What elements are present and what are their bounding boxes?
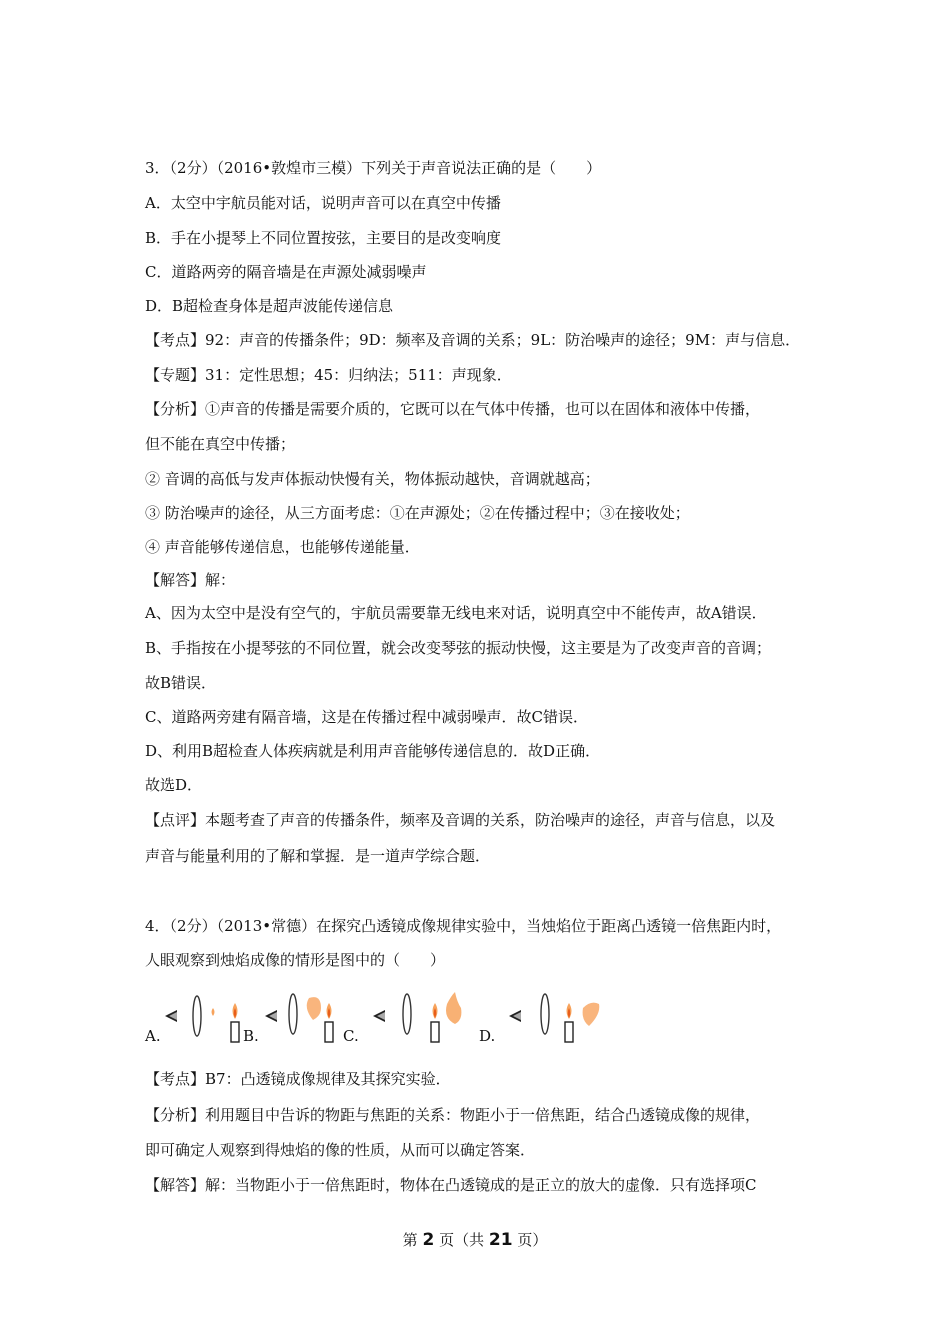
option-d-letter: D.: [479, 1027, 496, 1045]
image-flame: [583, 1003, 600, 1026]
q3-dianping-1: 【点评】本题考查了声音的传播条件，频率及音调的关系，防治噪声的途径，声音与信息，以及: [145, 811, 776, 829]
candle-icon: [565, 1003, 573, 1042]
q4-fenxi-2: 即可确定人观察到得烛焰的像的性质，从而可以确定答案．: [145, 1141, 536, 1159]
convex-lens: [193, 996, 201, 1036]
eye-icon: [265, 1010, 277, 1022]
q3-option-b: B．手在小提琴上不同位置按弦，主要目的是改变响度: [145, 229, 502, 247]
footer-middle: 页（共: [439, 1231, 485, 1249]
q3-jieda-6: D、利用B超检查人体疾病就是利用声音能够传递信息的．故D正确．: [145, 742, 601, 760]
q3-fenxi-1: 【分析】①声音的传播是需要介质的，它既可以在气体中传播，也可以在固体和液体中传播，: [145, 400, 761, 418]
q3-jieda-5: C、道路两旁建有隔音墙，这是在传播过程中减弱噪声．故C错误．: [145, 708, 588, 726]
q3-jieda-4: 故B错误．: [145, 674, 217, 692]
q4-fenxi-1: 【分析】利用题目中告诉的物距与焦距的关系：物距小于一倍焦距，结合凸透镜成像的规律，: [145, 1106, 761, 1124]
q3-fenxi-3: ② 音调的高低与发声体振动快慢有关，物体振动越快，音调就越高；: [145, 470, 600, 488]
large-image-flame: [446, 992, 461, 1024]
eye-icon: [509, 1010, 521, 1022]
convex-lens: [403, 994, 411, 1034]
q4-kaodian: 【考点】B7：凸透镜成像规律及其探究实验．: [145, 1070, 451, 1088]
footer-prefix: 第: [402, 1231, 418, 1249]
convex-lens: [541, 994, 549, 1034]
option-c-letter: C.: [343, 1027, 359, 1045]
large-image-flame: [307, 997, 321, 1020]
option-b-drawing: [233, 990, 343, 1050]
footer-suffix: 页）: [517, 1231, 548, 1249]
q3-stem: 3．（2分）（2016•敦煌市三模）下列关于声音说法正确的是（ ）: [145, 159, 602, 177]
q3-jieda-2: A、因为太空中是没有空气的，宇航员需要靠无线电来对话，说明真空中不能传声，故A错误．: [145, 604, 767, 622]
candle-icon: [431, 1003, 439, 1042]
figure-option-c: [343, 990, 453, 1050]
option-d-drawing: [479, 990, 609, 1050]
q4-jieda: 【解答】解：当物距小于一倍焦距时，物体在凸透镜成的是正立的放大的虚像．只有选择项C: [145, 1176, 757, 1194]
q3-fenxi-4: ③ 防治噪声的途径，从三方面考虑：①在声源处；②在传播过程中；③在接收处；: [145, 504, 690, 522]
figure-option-d: [479, 990, 589, 1050]
q3-kaodian: 【考点】92：声音的传播条件；9D：频率及音调的关系；9L：防治噪声的途径；9M：声与信息．: [145, 331, 801, 349]
figure-option-b: [233, 990, 343, 1050]
q3-jieda-7: 故选D．: [145, 776, 203, 794]
convex-lens: [289, 994, 297, 1034]
q4-stem-1: 4．（2分）（2013•常德）在探究凸透镜成像规律实验中，当烛焰位于距离凸透镜一倍焦距内时，: [145, 917, 782, 935]
q3-jieda-3: B、手指按在小提琴弦的不同位置，就会改变琴弦的振动快慢，这主要是为了改变声音的音调；: [145, 639, 772, 657]
q3-option-c: C．道路两旁的隔音墙是在声源处减弱噪声: [145, 263, 427, 281]
q3-option-d: D．B超检查身体是超声波能传递信息: [145, 297, 394, 315]
total-pages: 21: [488, 1230, 513, 1250]
q3-jieda-1: 【解答】解：: [145, 571, 236, 589]
page-number: 2: [422, 1230, 435, 1250]
page-footer: [0, 1230, 950, 1250]
candle-icon: [325, 1003, 333, 1042]
q3-zhuanti: 【专题】31：定性思想；45：归纳法；511：声现象．: [145, 366, 512, 384]
small-image-flame: [212, 1008, 215, 1016]
eye-icon: [373, 1010, 385, 1022]
q3-option-a: A．太空中宇航员能对话，说明声音可以在真空中传播: [145, 194, 501, 212]
option-b-letter: B.: [243, 1027, 259, 1045]
q3-dianping-2: 声音与能量利用的了解和掌握．是一道声学综合题．: [145, 847, 491, 865]
eye-icon: [165, 1010, 177, 1022]
option-a-letter: A.: [145, 1027, 161, 1045]
q4-stem-2: 人眼观察到烛焰成像的情形是图中的（ ）: [145, 951, 446, 969]
lens-figure-options: [145, 990, 615, 1050]
q3-fenxi-5: ④ 声音能够传递信息，也能够传递能量．: [145, 538, 420, 556]
q3-fenxi-2: 但不能在真空中传播；: [145, 435, 296, 453]
option-c-drawing: [343, 990, 463, 1050]
